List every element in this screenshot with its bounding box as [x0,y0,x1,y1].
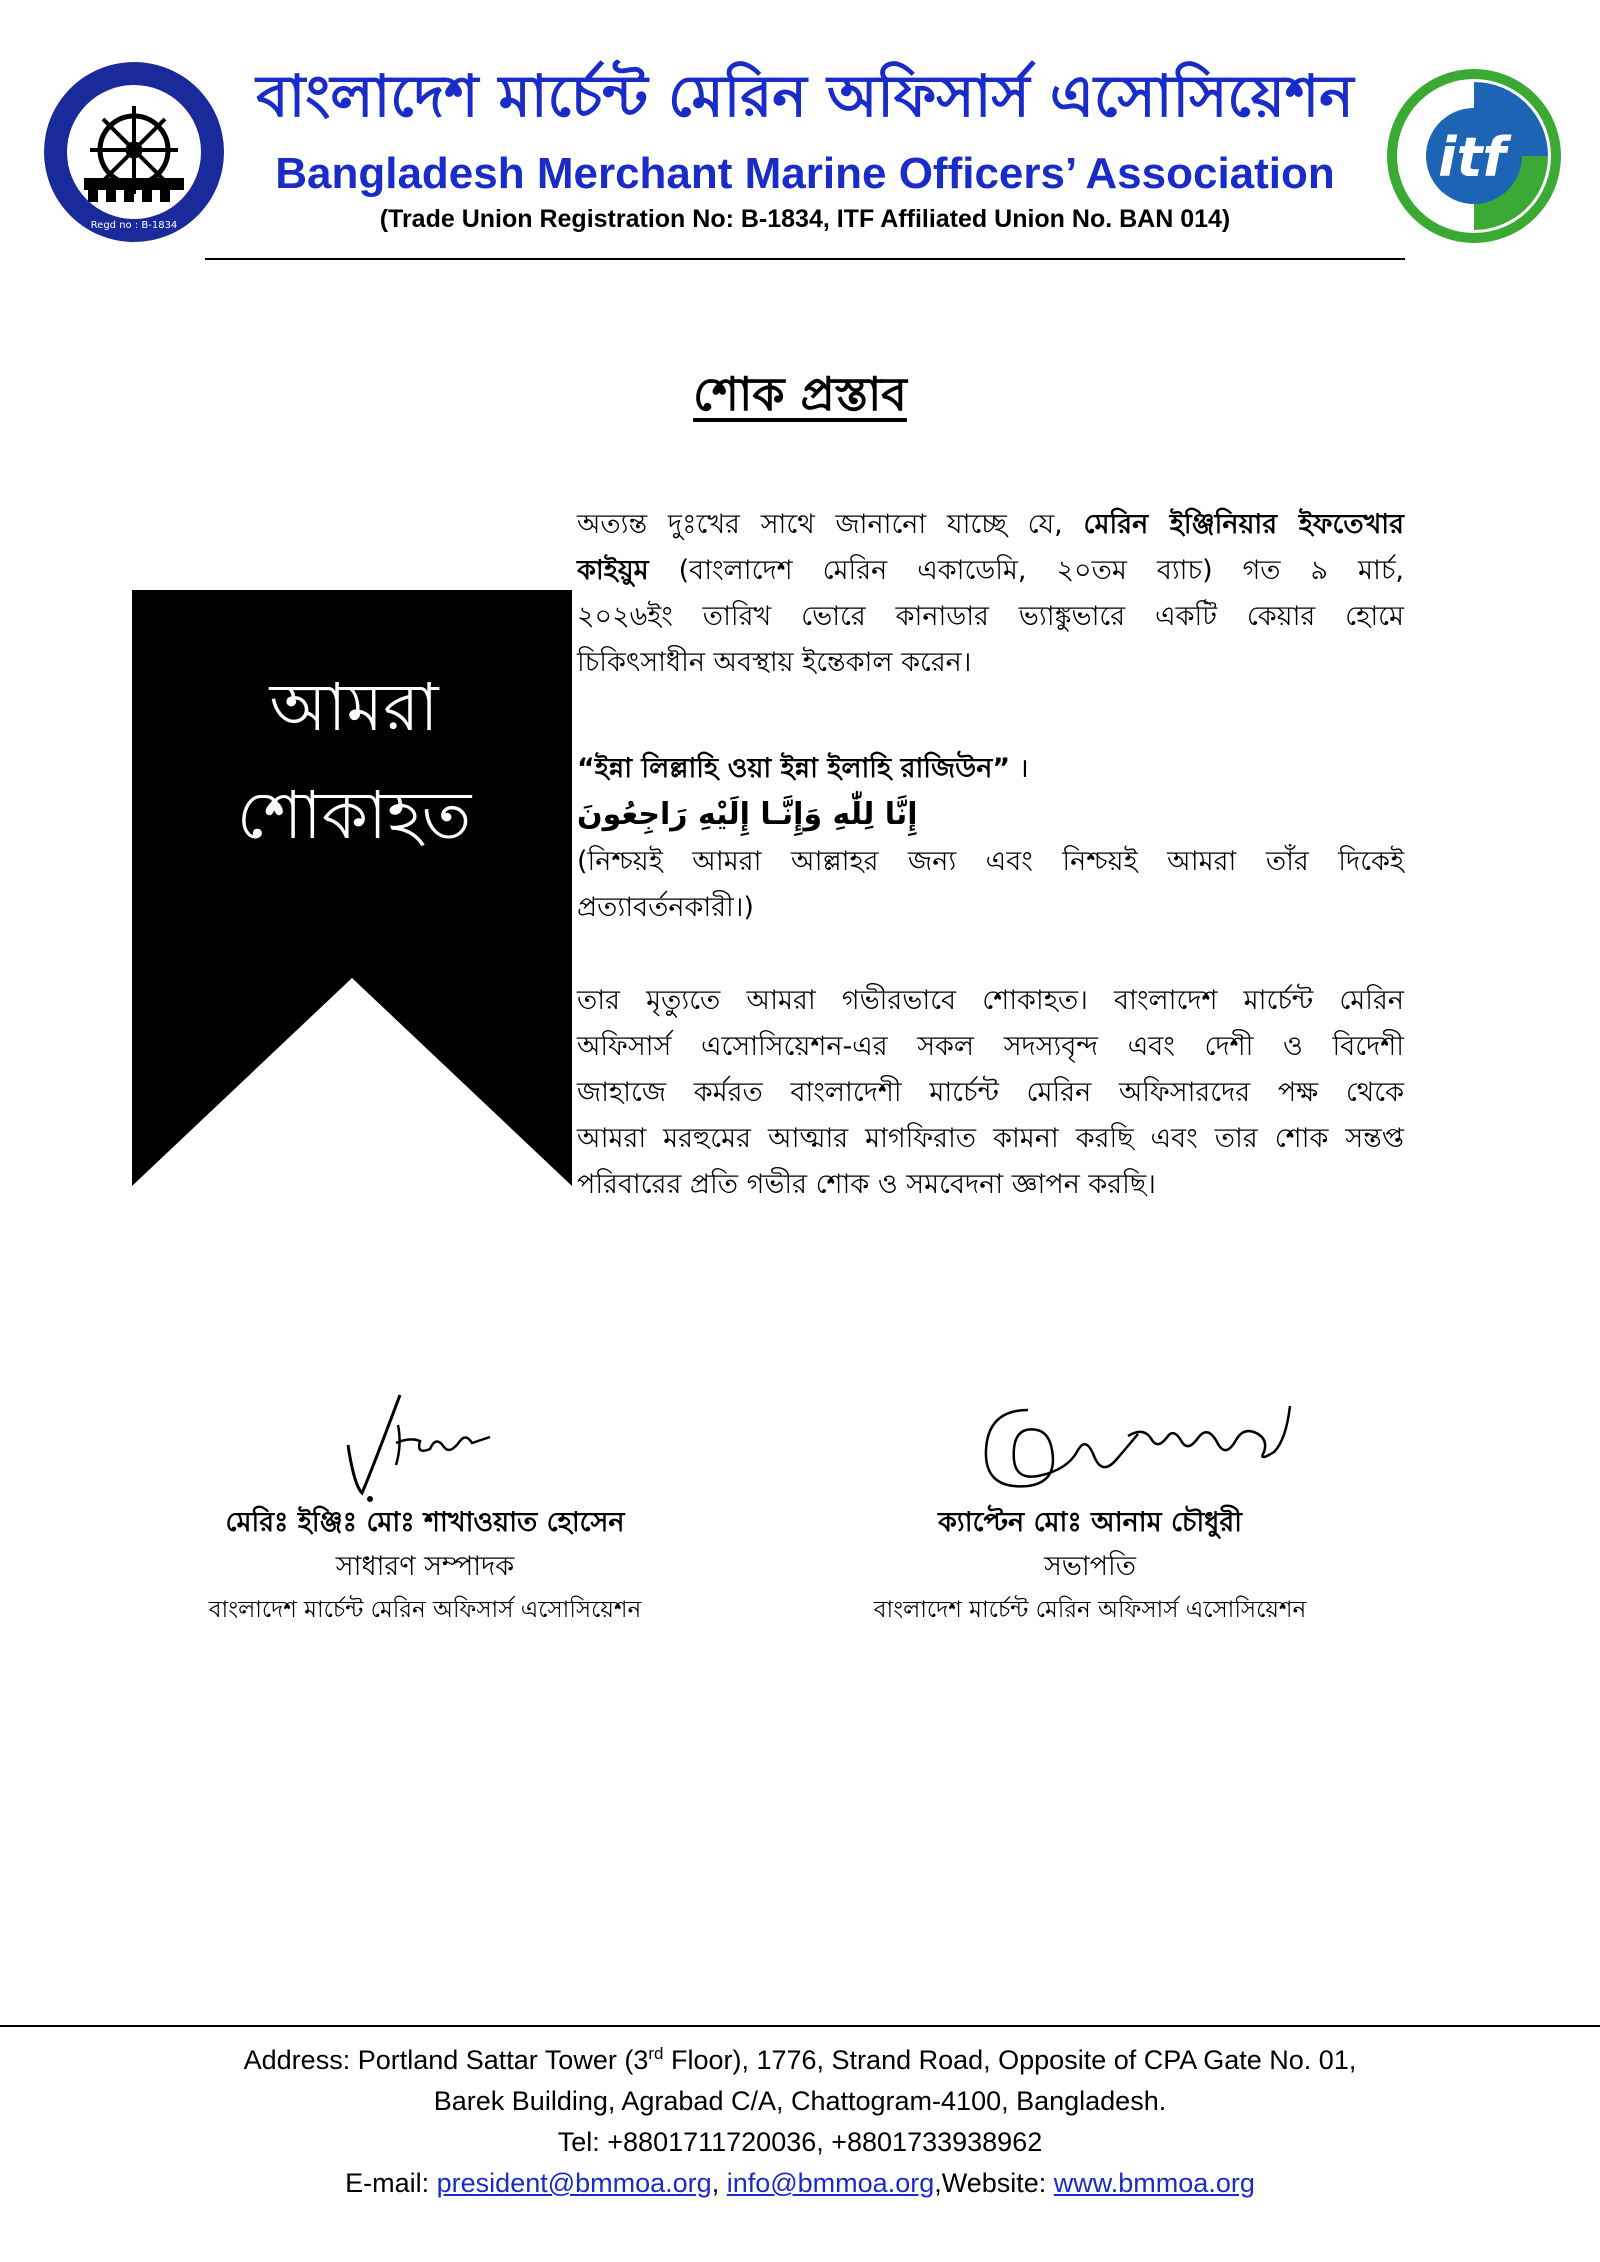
document-heading: শোক প্রস্তাব [693,367,907,421]
signatory-president [830,1500,1350,1632]
deceased-name-part2: কাইয়ুম [577,555,649,586]
footer-phone: Tel: +8801711720036, +8801733938962 [557,2127,1043,2157]
paragraph-condolence [577,978,1404,1208]
signatory-org: বাংলাদেশ মার্চেন্ট মেরিন অফিসার্স এসোসিয়েশন [873,1597,1307,1623]
condolence-line-2: অফিসার্স এসোসিয়েশন-এর সকল সদস্যবৃন্দ এবং দেশী ও বিদেশী [577,1031,1404,1062]
footer-divider [0,2025,1600,2027]
org-title-bangla: বাংলাদেশ মার্চেন্ট মেরিন অফিসার্স এসোসিয়েশন [256,62,1354,130]
prayer-arabic: إِنَّا لِلّٰهِ وَإِنَّـا إِلَيْهِ رَاجِعُونَ [577,797,918,832]
header-divider [205,258,1405,260]
footer-address-line-2: Barek Building, Agrabad C/A, Chattogram-4100, Bangladesh. [433,2086,1167,2116]
logo-letter-a: A [180,128,192,146]
paragraph-announcement [577,502,1404,686]
prayer-translation-1: (নিশ্চয়ই আমরা আল্লাহর জন্য এবং নিশ্চয়ই আমরা তাঁর দিকেই [577,846,1404,877]
announcement-line-4: চিকিৎসাধীন অবস্থায় ইন্তেকাল করেন। [577,647,972,678]
email-president-link[interactable]: president@bmmoa.org [436,2168,712,2198]
ribbon-text-line1: আমরা [269,669,439,746]
prayer-quote: “ইন্না লিল্লাহি ওয়া ইন্না ইলাহি রাজিউন” [577,753,1011,784]
prayer-quote-line: “ইন্না লিল্লাহি ওয়া ইন্না ইলাহি রাজিউন” । [577,753,1029,784]
bmmoa-logo [40,58,228,246]
logo-letter-m2: M [128,84,143,102]
email-info-link[interactable]: info@bmmoa.org [726,2168,935,2198]
website-link[interactable]: www.bmmoa.org [1053,2168,1255,2198]
condolence-line-5: পরিবারের প্রতি গভীর শোক ও সমবেদনা জ্ঞাপন করছি। [577,1169,1156,1200]
announcement-line-1: অত্যন্ত দুঃখের সাথে জানানো যাচ্ছে যে, মেরিন ইঞ্জিনিয়ার ইফতেখার [577,509,1404,540]
signatory-org: বাংলাদেশ মার্চেন্ট মেরিন অফিসার্স এসোসিয়েশন [208,1597,642,1623]
signatory-role: সাধারণ সম্পাদক [335,1551,515,1582]
condolence-line-4: আমরা মরহুমের আত্মার মাগফিরাত কামনা করছি এবং তার শোক সন্তপ্ত [577,1123,1404,1154]
signature-secretary [340,1385,500,1505]
prayer-translation-2: প্রত্যাবর্তনকারী।) [577,892,754,923]
ribbon-text-line2: শোকাহত [236,777,472,854]
logo-letter-m1: M [102,94,117,112]
mourning-ribbon [132,590,572,1186]
signatory-secretary [165,1500,685,1632]
logo-regd-text: Regd no : B-1834 [90,220,178,231]
signatory-name: ক্যাপ্টেন মোঃ আনাম চৌধুরী [938,1507,1242,1538]
announcement-line-3: ২০২৬ইং তারিখ ভোরে কানাডার ভ্যাঙ্কুভারে একটি কেয়ার হোমে [577,601,1404,632]
logo-letter-o: O [158,94,171,112]
org-title-english: Bangladesh Merchant Marine Officers’ Association [275,149,1335,198]
deceased-name-part1: মেরিন ইঞ্জিনিয়ার ইফতেখার [1083,509,1404,540]
registration-line: (Trade Union Registration No: B-1834, ITF Affiliated Union No. BAN 014) [379,205,1231,233]
footer-contact-links: E-mail: president@bmmoa.org, info@bmmoa.org,Website: www.bmmoa.org [345,2168,1255,2198]
announcement-line-2: কাইয়ুম (বাংলাদেশ মেরিন একাডেমি, ২০তম ব্যাচ) গত ৯ মার্চ, [577,555,1404,586]
condolence-line-1: তার মৃত্যুতে আমরা গভীরভাবে শোকাহত। বাংলাদেশ মার্চেন্ট মেরিন [577,985,1404,1016]
logo-letter-b: B [78,127,90,145]
footer-contact [100,2040,1500,2204]
paragraph-prayer [577,746,1404,931]
footer-address-line-1: Address: Portland Sattar Tower (3rd Floor), 1776, Strand Road, Opposite of CPA Gate No. 01, [243,2044,1357,2075]
signatory-role: সভাপতি [1043,1551,1137,1582]
itf-logo [1386,68,1562,244]
prayer-arabic-line [577,792,1404,839]
condolence-line-3: জাহাজে কর্মরত বাংলাদেশী মার্চেন্ট মেরিন অফিসারদের পক্ষ থেকে [577,1077,1404,1108]
signature-president [968,1390,1318,1500]
signatory-name: মেরিঃ ইঞ্জিঃ মোঃ শাখাওয়াত হোসেন [225,1507,625,1538]
itf-logo-text: itf [1438,126,1506,189]
